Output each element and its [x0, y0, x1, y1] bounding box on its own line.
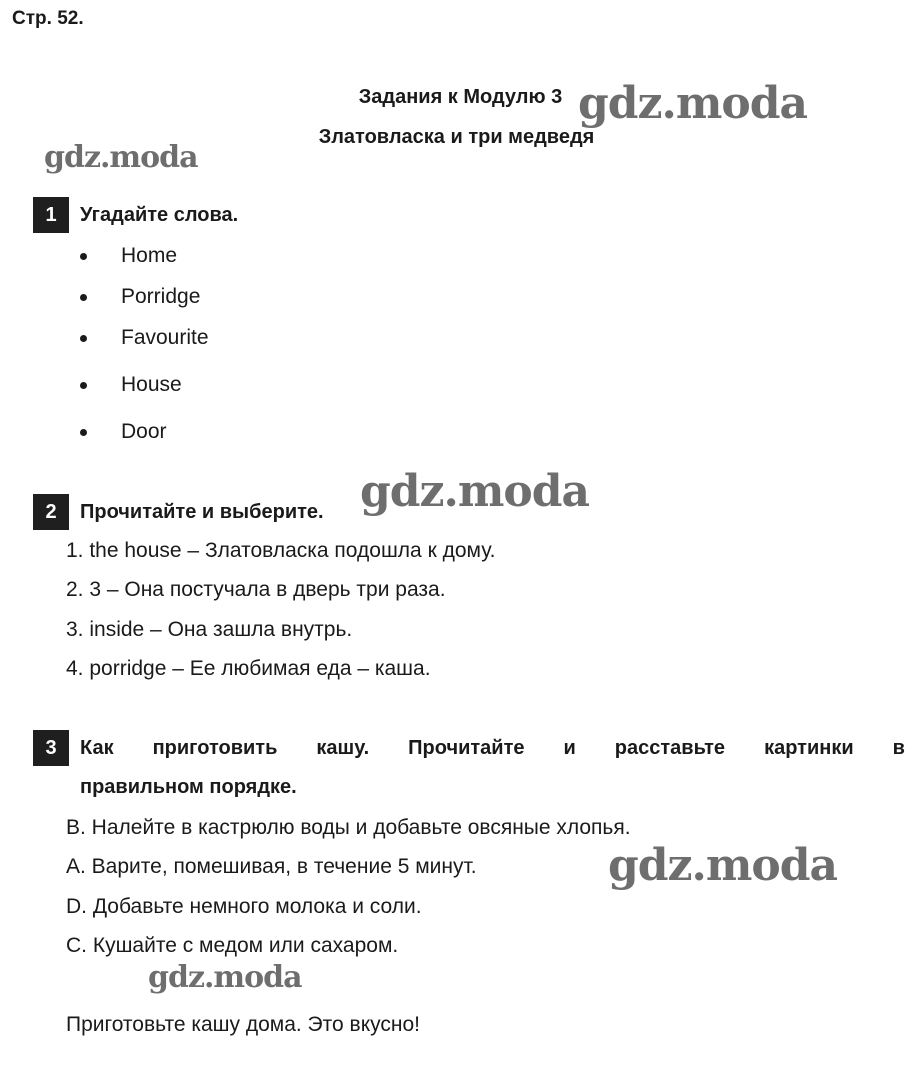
step-line: A. Варите, помешивая, в течение 5 минут.	[66, 855, 477, 878]
list-item-text: Door	[121, 420, 167, 443]
page-number: Стр. 52.	[12, 8, 84, 29]
bullet-icon	[80, 253, 87, 260]
heading-word: картинки	[764, 737, 854, 759]
list-item	[80, 325, 209, 351]
list-item	[80, 284, 200, 310]
heading-word: в	[892, 737, 905, 759]
heading-word: кашу.	[316, 737, 370, 759]
list-item-text: House	[121, 373, 182, 396]
step-line: C. Кушайте с медом или сахаром.	[66, 934, 399, 957]
answer-line: 4. porridge – Ее любимая еда – каша.	[66, 657, 431, 680]
watermark: gdz.moda	[44, 140, 198, 175]
page-subtitle: Златовласка и три медведя	[318, 126, 595, 148]
bullet-icon	[80, 382, 87, 389]
step-line: D. Добавьте немного молока и соли.	[66, 895, 422, 918]
list-item-text: Favourite	[121, 326, 209, 349]
heading-word: Как	[80, 737, 114, 759]
heading-word: расставьте	[614, 737, 726, 759]
watermark: gdz.moda	[608, 840, 838, 891]
heading-word: и	[563, 737, 576, 759]
bullet-icon	[80, 294, 87, 301]
answer-line: 3. inside – Она зашла внутрь.	[66, 618, 353, 641]
list-item	[80, 243, 177, 269]
heading-word: приготовить	[152, 737, 278, 759]
closing-line: Приготовьте кашу дома. Это вкусно!	[66, 1013, 421, 1036]
list-item-text: Porridge	[121, 285, 201, 308]
task-heading	[80, 737, 905, 760]
step-line: B. Налейте в кастрюлю воды и добавьте овсяные хлопья.	[66, 816, 631, 839]
watermark: gdz.moda	[360, 466, 590, 517]
page-title: Задания к Модулю 3	[358, 86, 563, 108]
task-heading-continued: правильном порядке.	[80, 776, 297, 798]
task-heading: Прочитайте и выберите.	[80, 501, 324, 523]
task-number-box: 1	[33, 197, 69, 233]
bullet-icon	[80, 429, 87, 436]
task-number-box: 3	[33, 730, 69, 766]
bullet-icon	[80, 335, 87, 342]
watermark: gdz.moda	[148, 960, 302, 995]
list-item	[80, 419, 167, 445]
answer-line: 1. the house – Златовласка подошла к дому.	[66, 539, 496, 562]
task-number-box: 2	[33, 494, 69, 530]
watermark: gdz.moda	[578, 78, 808, 129]
list-item	[80, 372, 182, 398]
answer-line: 2. 3 – Она постучала в дверь три раза.	[66, 578, 446, 601]
heading-word: Прочитайте	[408, 737, 525, 759]
task-heading: Угадайте слова.	[80, 204, 239, 226]
list-item-text: Home	[121, 244, 178, 267]
